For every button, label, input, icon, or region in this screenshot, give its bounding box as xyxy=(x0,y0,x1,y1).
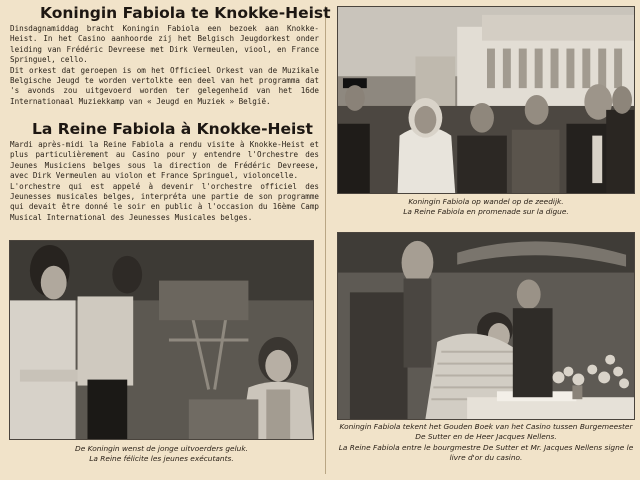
article-body-dutch xyxy=(10,24,319,107)
article-paragraph: L'orchestre qui est appelé à devenir l'orchestre officiel des Jeunesses musicales belges, interpréta une partie de son programme qui devait être donné le soir en public à l'occasion du 16ème Camp Musical International des Jeunesses Musicales belges. xyxy=(10,181,319,222)
photo-queen-golden-book xyxy=(337,232,635,420)
article-body-french xyxy=(10,140,319,223)
caption-french: La Reine Fabiola entre le bourgmestre De Sutter et Mr. Jacques Nellens signe le livre d'or du casino. xyxy=(338,442,634,463)
caption-french: La Reine félicite les jeunes exécutants. xyxy=(89,454,234,464)
caption-dutch: De Koningin wenst de jonge uitvoerders geluk. xyxy=(75,444,248,453)
column-divider xyxy=(325,6,326,474)
caption-musicians xyxy=(9,444,314,465)
article-paragraph: Mardi après-midi la Reine Fabiola a rendu visite à Knokke-Heist et plus particulièrement au Casino pour y entendre l'Orchestre des Jeunes Musiciens belges sous la direction de Frédéric Devreese, avec Dirk Vermeulen au violon et France Springuel, violoncelle. xyxy=(10,140,319,181)
photo-queen-musicians xyxy=(9,240,314,440)
headline-french: La Reine Fabiola à Knokke-Heist xyxy=(32,120,313,138)
headline-dutch: Koningin Fabiola te Knokke-Heist xyxy=(40,4,331,22)
caption-dutch: Koningin Fabiola op wandel op de zeedijk. xyxy=(408,197,564,206)
article-paragraph: Dit orkest dat geroepen is om het Officieel Orkest van de Muzikale Belgische Jeugd te worden vertolkte een deel van het programma dat 's avonds zou uitgevoerd worden ter gelegenheid van het 16de Internationaal Muziekkamp van « Jeugd en Muziek » België. xyxy=(10,65,319,106)
photo-queen-promenade xyxy=(337,6,635,194)
article-paragraph: Dinsdagnamiddag bracht Koningin Fabiola een bezoek aan Knokke-Heist. In het Casino aanhoorde zij het Belgisch Jeugdorkest onder leiding van Frédéric Devreese met Dirk Vermeulen, viool, en France Springuel, cello. xyxy=(10,24,319,65)
caption-french: La Reine Fabiola en promenade sur la digue. xyxy=(403,207,569,217)
caption-dutch: Koningin Fabiola tekent het Gouden Boek van het Casino tussen Burgemeester De Sutter en de Heer Jacques Nellens. xyxy=(339,422,633,442)
caption-promenade xyxy=(337,197,635,218)
caption-golden-book xyxy=(337,422,635,464)
